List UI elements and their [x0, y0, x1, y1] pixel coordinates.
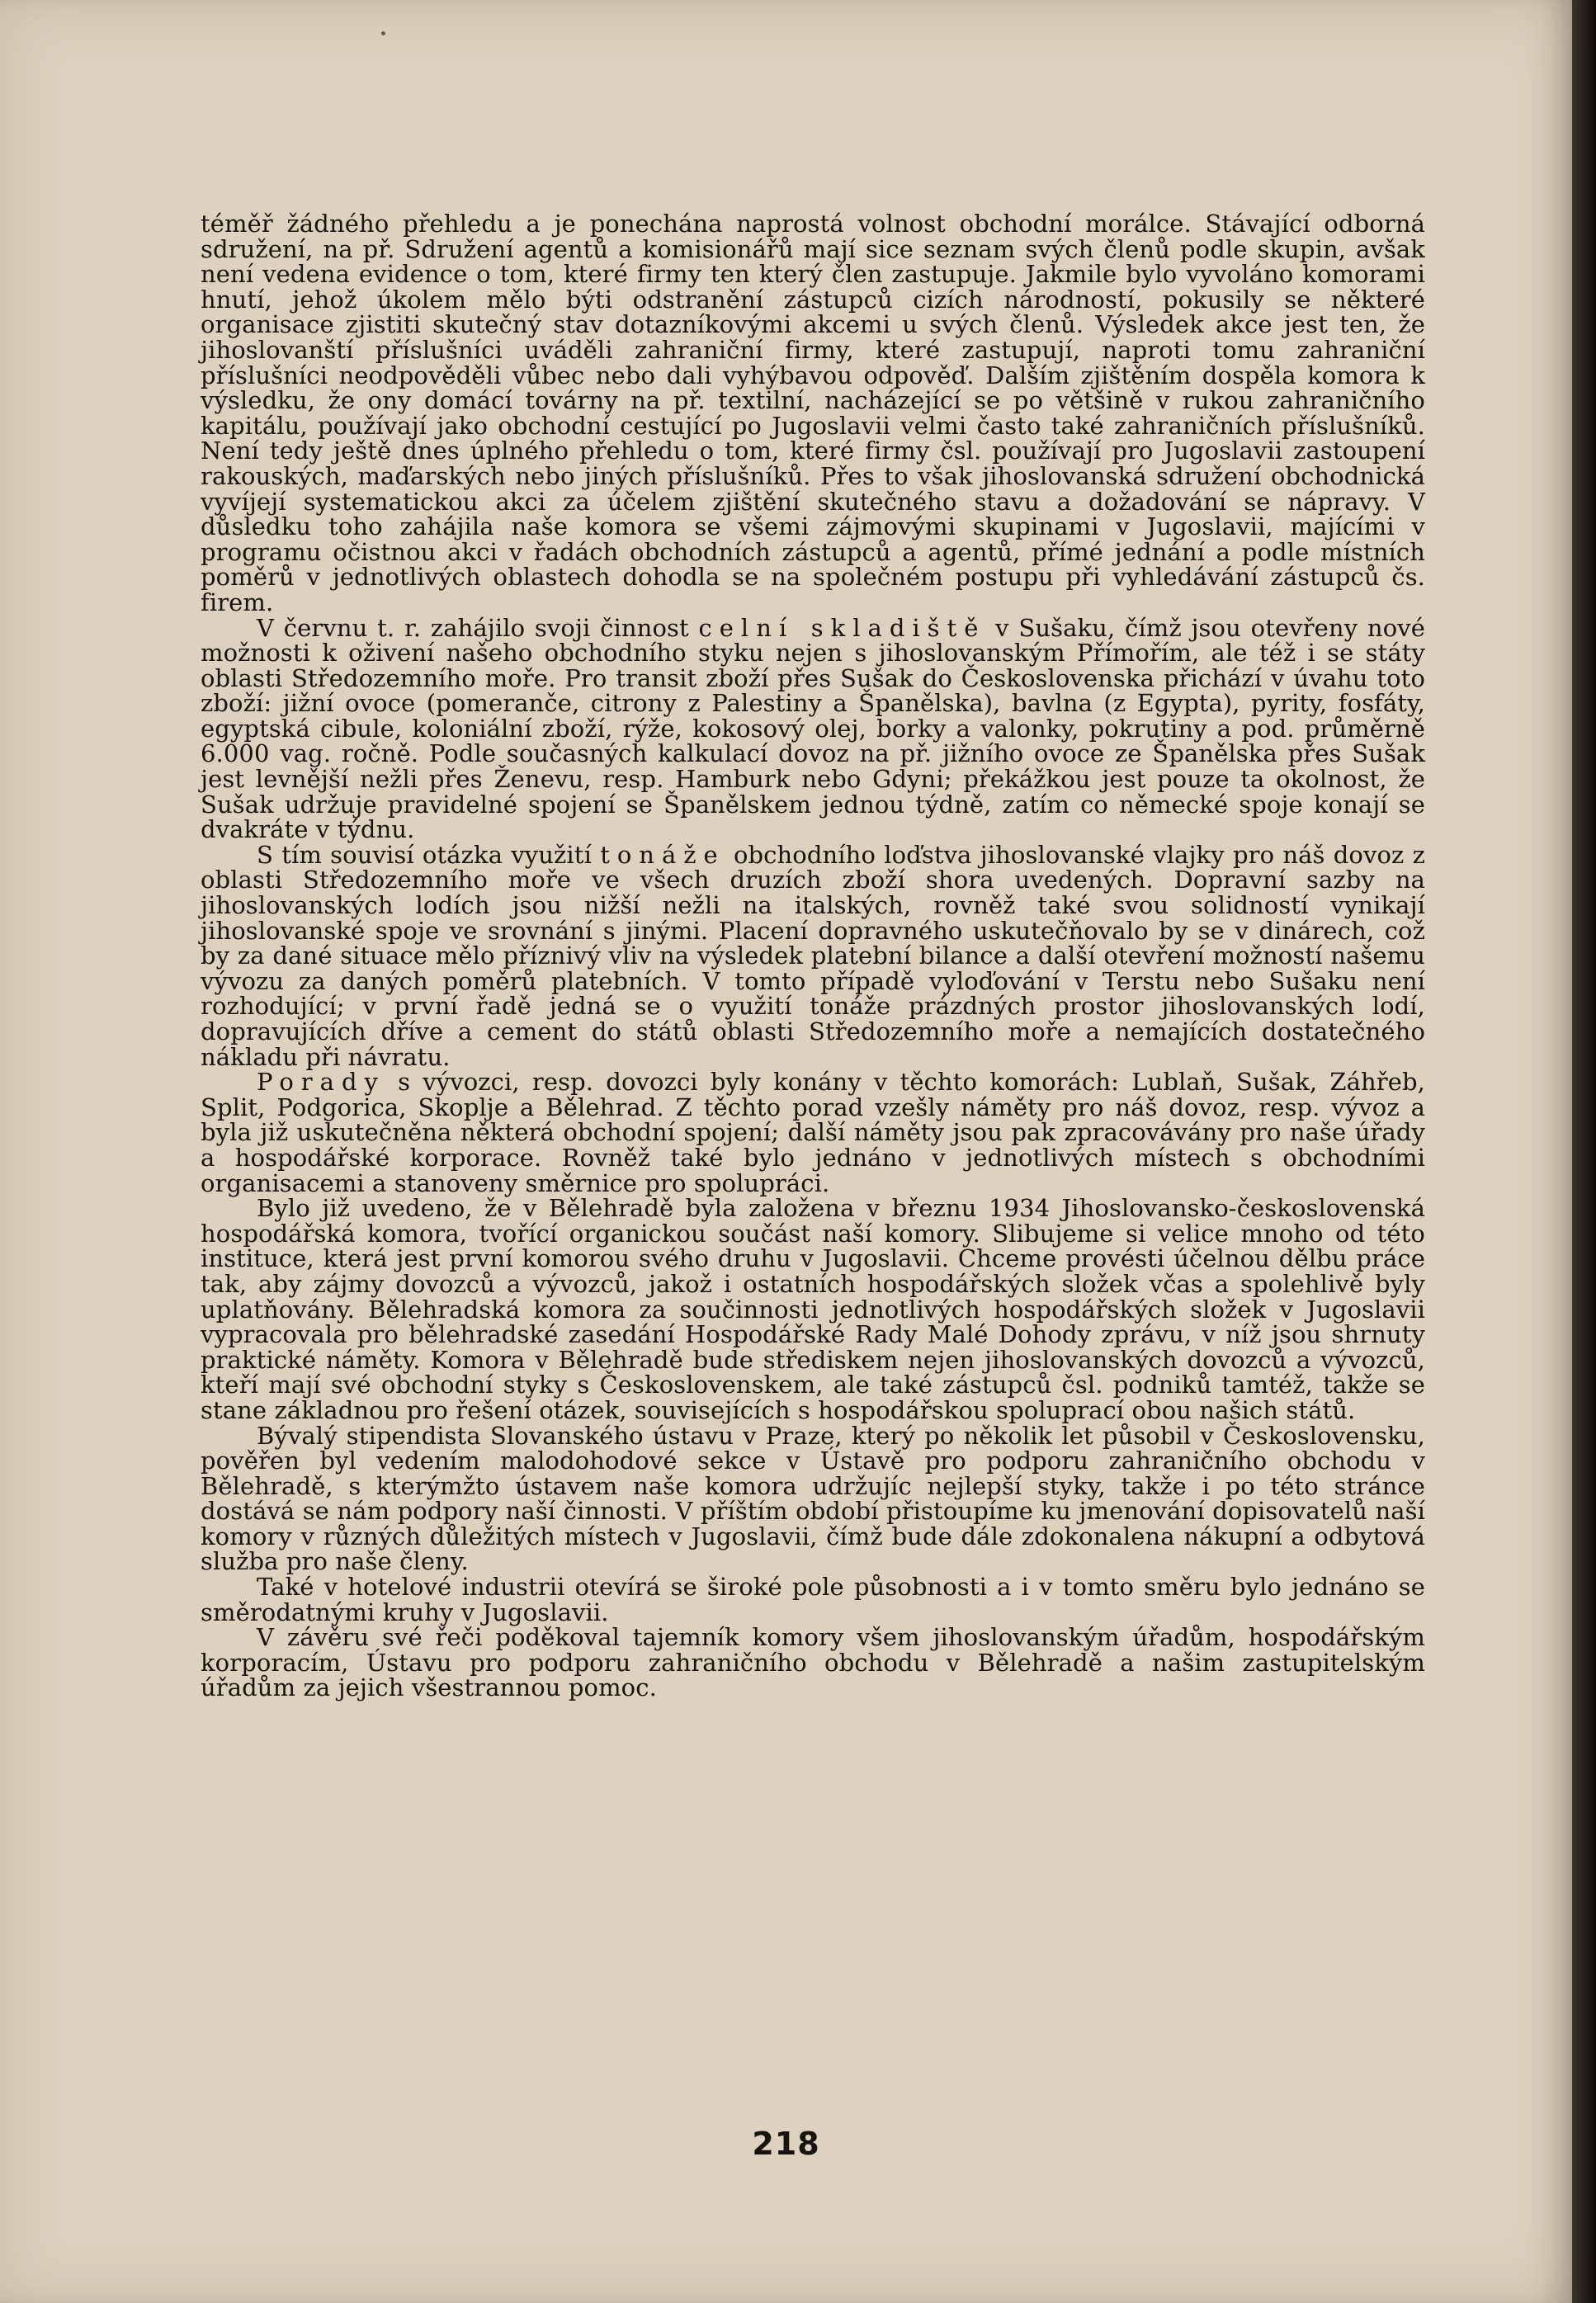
spaced-emphasis: tonáže [600, 840, 725, 869]
paragraph-stipendist: Bývalý stipendista Slovanského ústavu v Praze, který po několik let působil v Československu, pověřen byl vedením malodohodové sekce v Ústavě pro podporu zahraničního obchodu v Bělehradě, s kterýmžto ústavem naše komora udržujíc nejlepší styky, takže i po této stránce dostává se nám podpory naší činnosti. V příštím období přistoupíme ku jmenování dopisovatelů naší komory v různých důležitých místech v Jugoslavii, čímž bude dále zdokonalena nákupní a odbytová služba pro naše členy. [201, 1421, 1425, 1576]
page-number: 218 [752, 2126, 820, 2162]
paragraph-belgrade-chamber: Bylo již uvedeno, že v Bělehradě byla založena v březnu 1934 Jihoslovansko-československá hospodářská komora, tvořící organickou součást naší komory. Slibujeme si velice mnoho od této instituce, která jest první komorou svého druhu v Jugoslavii. Chceme provésti účelnou dělbu práce tak, aby zájmy dovozců a vývozců, jakož i ostatních hospodářských složek včas a spolehlivě byly uplatňovány. Bělehradská komora za součinnosti jednotlivých hospodářských složek v Jugoslavii vypracovala pro bělehradské zasedání Hospodářské Rady Malé Dohody zprávu, v níž jsou shrnuty praktické náměty. Komora v Bělehradě bude střediskem nejen jihoslovanských dovozců a vývozců, kteří mají své obchodní styky s Československem, ale také zástupců čsl. podniků tamtéž, takže se stane základnou pro řešení otázek, souvisejících s hospodářskou spoluprací obou našich států. [201, 1194, 1425, 1424]
paragraph-continuation: téměř žádného přehledu a je ponechána naprostá volnost obchodní morálce. Stávající odborná sdružení, na př. Sdružení agentů a komisionářů mají sice seznam svých členů podle skupin, avšak není vedena evidence o tom, které firmy ten který člen zastupuje. Jakmile bylo vyvoláno komorami hnutí, jehož úkolem mělo býti odstranění zástupců cizích národností, pokusily se některé organisace zjistiti skutečný stav dotazníkovými akcemi u svých členů. Výsledek akce jest ten, že jihoslovanští příslušníci uváděli zahraniční firmy, které zastupují, naproti tomu zahraniční příslušníci neodpověděli vůbec nebo dali vyhýbavou odpověď. Dalším zjištěním dospěla komora k výsledku, že ony domácí továrny na př. textilní, nacházející se po většině v rukou zahraničního kapitálu, používají jako obchodní cestující po Jugoslavii velmi často také zahraničních příslušníků. Není tedy ještě dnes úplného přehledu o tom, které firmy čsl. používají pro Jugoslavii zastoupení rakouských, maďarských nebo jiných příslušníků. Přes to však jihoslovanská sdružení obchodnická vyvíjejí systematickou akci za účelem zjištění skutečného stavu a dožadování se nápravy. V důsledku toho zahájila naše komora se všemi zájmovými skupinami v Jugoslavii, majícími v programu očistnou akci v řadách obchodních zástupců a agentů, přímé jednání a podle místních poměrů v jednotlivých oblastech dohodla se na společném postupu při vyhledávání zástupců čs. firem. [201, 210, 1425, 616]
spaced-emphasis: Porady [257, 1068, 385, 1097]
paragraph-closing: V závěru své řeči poděkoval tajemník komory všem jihoslovanským úřadům, hospodářským korporacím, Ústavu pro podporu zahraničního obchodu v Bělehradě a našim zastupitelským úřadům za jejich všestrannou pomoc. [201, 1623, 1425, 1702]
book-spine-edge [1572, 0, 1596, 2303]
paragraph-customs-warehouse: V červnu t. r. zahájilo svoji činnost celní skladiště v Sušaku, čímž jsou otevřeny nové možnosti k oživení našeho obchodního styku nejen s jihoslovanským Přímořím, ale též i se státy oblasti Středozemního moře. Pro transit zboží přes Sušak do Československa přichází v úvahu toto zboží: jižní ovoce (pomeranče, citrony z Palestiny a Španělska), bavlna (z Egypta), pyrity, fosfáty, egyptská cibule, koloniální zboží, rýže, kokosový olej, borky a valonky, pokrutiny a pod. průměrně 6.000 vag. ročně. Podle současných kalkulací dovoz na př. jižního ovoce ze Španělska přes Sušak jest levnější nežli přes Ženevu, resp. Hamburk nebo Gdyni; překážkou jest pouze ta okolnost, že Sušak udržuje pravidelné spojení se Španělskem jednou týdně, zatím co německé spoje konají se dvakráte v týdnu. [201, 613, 1426, 844]
body-text [201, 211, 1425, 1701]
paragraph-hotel-industry: Také v hotelové industrii otevírá se široké pole působnosti a i v tomto směru bylo jednáno se směrodatnými kruhy v Jugoslavii. [201, 1573, 1425, 1626]
paragraph-meetings: Porady s vývozci, resp. dovozci byly konány v těchto komorách: Lublaň, Sušak, Záhřeb, Split, Podgorica, Skoplje a Bělehrad. Z těchto porad vzešly náměty pro náš dovoz, resp. vývoz a byla již uskutečněna některá obchodní spojení; další náměty jsou pak zpracovávány pro naše úřady a hospodářské korporace. Rovněž také bylo jednáno v jednotlivých místech s obchodními organisacemi a stanoveny směrnice pro spolupráci. [201, 1068, 1425, 1197]
ink-speck [381, 31, 385, 35]
spaced-emphasis: celní skladiště [698, 613, 986, 642]
paragraph-tonnage: S tím souvisí otázka využití tonáže obchodního loďstva jihoslovanské vlajky pro náš dovoz z oblasti Středozemního moře ve všech druzích zboží shora uvedených. Dopravní sazby na jihoslovanských lodích jsou nižší nežli na italských, rovněž také svou solidností vynikají jihoslovanské spoje ve srovnání s jinými. Placení dopravného uskutečňovalo by se v dinárech, což by za dané situace mělo příznivý vliv na výsledek platební bilance a další otevření možností našemu vývozu za daných poměrů platebních. V tomto případě vyloďování v Terstu nebo Sušaku není rozhodující; v první řadě jedná se o využití tonáže prázdných prostor jihoslovanských lodí, dopravujících dříve a cement do států oblasti Středozemního moře a nemajících dostatečného nákladu při návratu. [201, 840, 1426, 1071]
